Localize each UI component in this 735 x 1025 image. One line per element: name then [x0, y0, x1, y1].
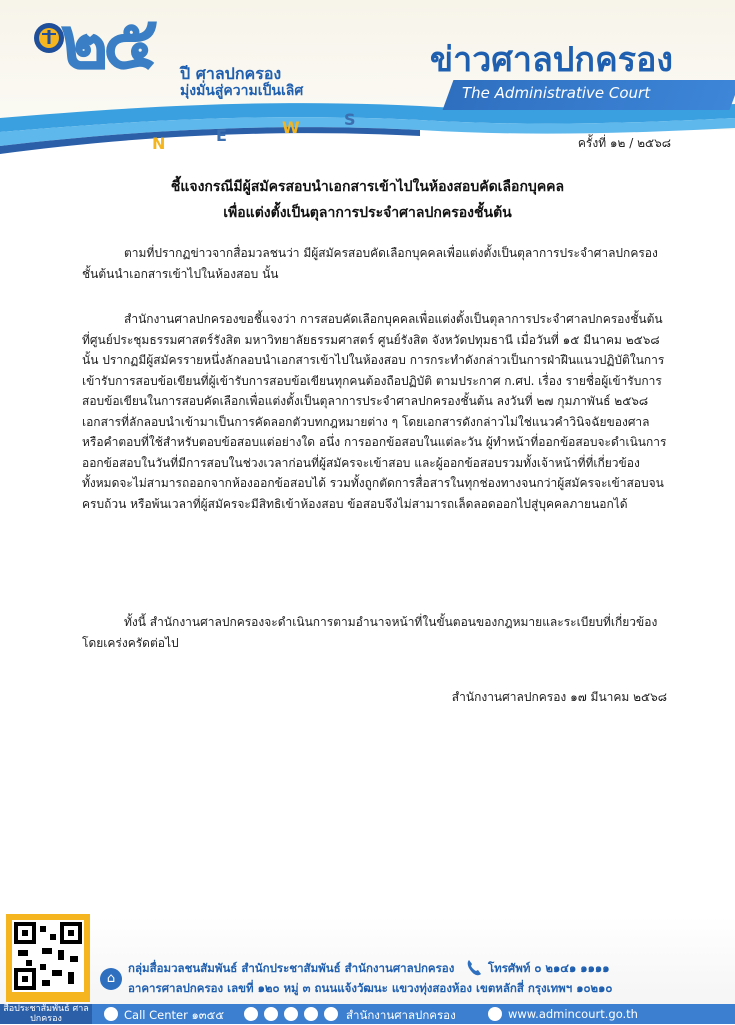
- footer-department: กลุ่มสื่อมวลชนสัมพันธ์ สำนักประชาสัมพันธ์ สำนักงานศาลปกครอง: [128, 961, 455, 975]
- line-icon[interactable]: L: [264, 1007, 278, 1021]
- footer-contact-bar: [92, 1004, 735, 1024]
- phone-icon: [464, 957, 486, 979]
- anniversary-slogan: มุ่งมั่นสู่ความเป็นเลิศ: [180, 83, 304, 99]
- page-title: ข่าวศาลปกครอง: [429, 40, 673, 80]
- issue-number: ครั้งที่ ๑๒ / ๒๕๖๘: [577, 136, 671, 150]
- paragraph-3-text: ทั้งนี้ สำนักงานศาลปกครองจะดำเนินการตามอำนาจหน้าที่ในขั้นตอนของกฎหมายและระเบียบที่เกี่ยวข้องโดยเคร่งครัดต่อไป: [82, 615, 658, 650]
- anniversary-number: ๒๕: [60, 0, 153, 86]
- anniversary-label: ปี ศาลปกครอง: [180, 64, 282, 83]
- paragraph-1-text: ตามที่ปรากฏข่าวจากสื่อมวลชนว่า มีผู้สมัครสอบคัดเลือกบุคคลเพื่อแต่งตั้งเป็นตุลาการประจำศาลปกครองชั้นต้นนำเอกสารเข้าไปในห้องสอบ นั้น: [82, 246, 658, 281]
- phone-circle-icon: ☏: [104, 1007, 119, 1021]
- news-letter-n: N: [152, 134, 166, 153]
- news-letter-w: W: [282, 118, 300, 137]
- page-subtitle: The Administrative Court: [462, 84, 651, 102]
- signature-line: สำนักงานศาลปกครอง ๑๗ มีนาคม ๒๕๖๘: [451, 690, 667, 704]
- paragraph-2: [82, 309, 667, 514]
- document-title-line1: ชี้แจงกรณีมีผู้สมัครสอบนำเอกสารเข้าไปในห้องสอบคัดเลือกบุคคล: [170, 179, 565, 195]
- news-letter-s: S: [344, 110, 356, 129]
- play-icon[interactable]: ►: [324, 1007, 338, 1021]
- facebook-icon[interactable]: f: [244, 1007, 258, 1021]
- globe-icon: ◍: [489, 1007, 501, 1021]
- qr-code-frame: [6, 914, 90, 1002]
- home-icon: ⌂: [100, 968, 122, 990]
- x-icon[interactable]: X: [304, 1007, 318, 1021]
- footer-address: อาคารศาลปกครอง เลขที่ ๑๒๐ หมู่ ๓ ถนนแจ้งวัฒนะ แขวงทุ่งสองห้อง เขตหลักสี่ กรุงเทพฯ ๑๐๒๑๐: [128, 981, 613, 995]
- paragraph-1: [82, 243, 667, 284]
- qr-caption: สื่อประชาสัมพันธ์ ศาลปกครอง: [0, 1004, 92, 1024]
- document-title-line2: เพื่อแต่งตั้งเป็นตุลาการประจำศาลปกครองชั้นต้น: [223, 205, 512, 221]
- website-link[interactable]: www.admincourt.go.th: [508, 1007, 638, 1021]
- paragraph-3: [82, 612, 667, 653]
- footer-org-name: สำนักงานศาลปกครอง: [346, 1008, 456, 1022]
- call-center-label[interactable]: Call Center ๑๓๕๕: [124, 1008, 225, 1022]
- paragraph-2-text: สำนักงานศาลปกครองขอชี้แจงว่า การสอบคัดเลือกบุคคลเพื่อแต่งตั้งเป็นตุลาการประจำศาลปกครองชั้นต้น ที่ศูนย์ประชุมธรรมศาสตร์รังสิต มหาวิทยาลัยธรรมศาสตร์ ศูนย์รังสิต จังหวัดปทุมธานี เมื่อวันที่ ๑๕ มีนาคม ๒๕๖๘ นั้น ปรากฏมีผู้สมัครรายหนึ่งลักลอบนำเอกสารเข้าไปในห้องสอบ การกระทำดังกล่าวเป็นการฝ่าฝืนแนวปฏิบัติในการเข้ารับการสอบข้อเขียนที่ผู้เข้ารับการสอบข้อเขียนทุกคนต้องถือปฏิบัติ ตามประกาศ ก.ศป. เรื่อง รายชื่อผู้เข้ารับการสอบข้อเขียนในการสอบคัดเลือกเพื่อแต่งตั้งเป็นตุลาการประจำศาลปกครองชั้นต้น ลงวันที่ ๒๗ กุมภาพันธ์ ๒๕๖๘ เอกสารที่ลักลอบนำเข้ามาเป็นการคัดลอกตัวบทกฎหมายต่าง ๆ โดยเอกสารดังกล่าวไม่ใช่แนวคำวินิจฉัยของศาลหรือคำตอบที่ใช้สำหรับตอบข้อสอบแต่อย่างใด อนึ่ง การออกข้อสอบในแต่ละวัน ผู้ทำหน้าที่ออกข้อสอบจะดำเนินการออกข้อสอบในวันที่มีการสอบในช่วงเวลาก่อนที่ผู้สมัครจะเข้าสอบ และผู้ออกข้อสอบรวมทั้งเจ้าหน้าที่ที่เกี่ยวข้องทั้งหมดจะไม่สามารถออกจากห้องออกข้อสอบได้ รวมทั้งถูกตัดการสื่อสารในทุกช่องทางจนกว่าผู้สมัครจะเข้าสอบจนครบถ้วน หรือพ้นเวลาที่ผู้สมัครจะมีสิทธิเข้าห้องสอบ ข้อสอบจึงไม่สามารถเล็ดลอดออกไปสู่บุคคลภายนอกได้: [82, 312, 667, 511]
- youtube-icon[interactable]: ▶: [284, 1007, 298, 1021]
- qr-code[interactable]: [12, 920, 84, 992]
- footer-phone[interactable]: โทรศัพท์ ๐ ๒๑๔๑ ๑๑๑๑: [488, 961, 610, 975]
- news-letter-e: E: [216, 126, 227, 145]
